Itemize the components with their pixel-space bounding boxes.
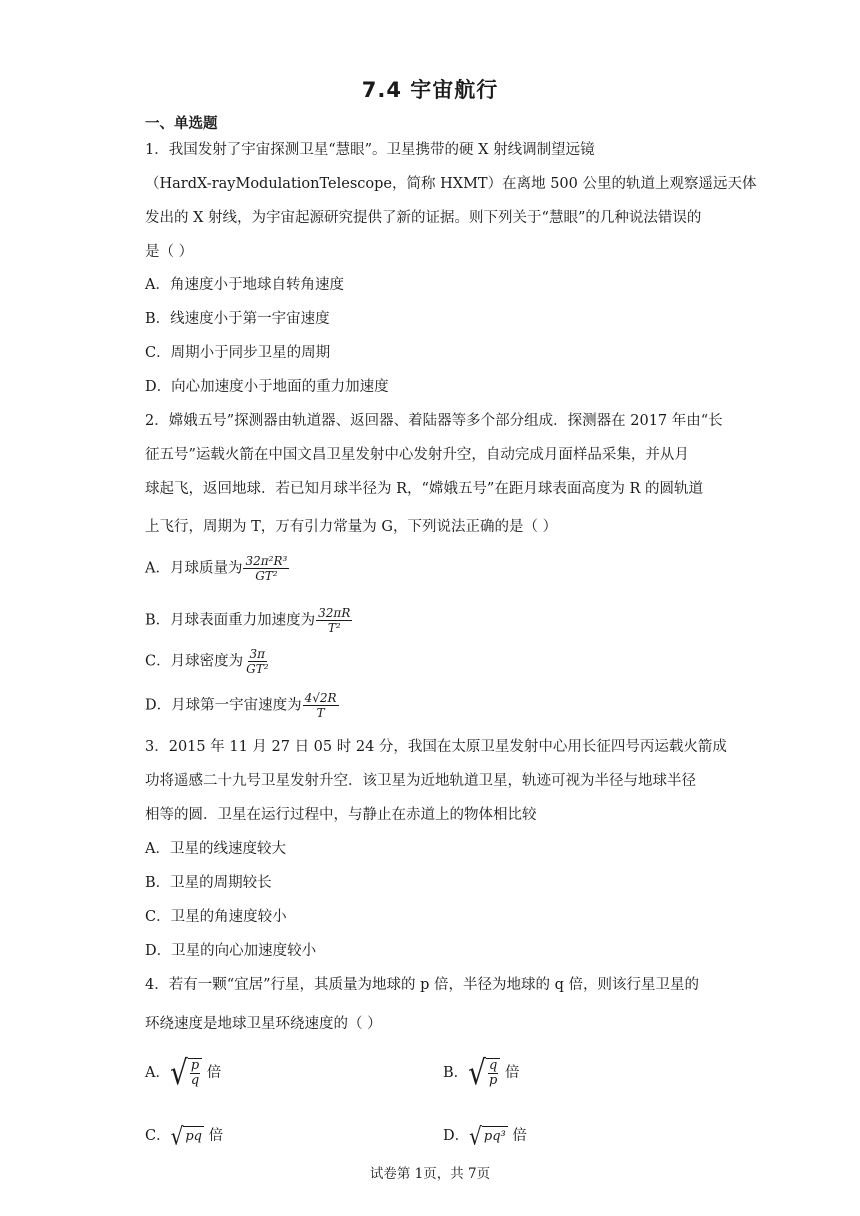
q4-option-d-suffix: 倍 — [512, 1128, 527, 1144]
q4-option-d — [443, 1122, 527, 1150]
q2-stem-line-2: 征五号”运载火箭在中国文昌卫星发射中心发射升空，自动完成月面样品采集，并从月 — [145, 447, 689, 463]
q2-option-d-numerator: 4√2R — [304, 691, 337, 705]
q4-option-c-radical — [171, 1122, 204, 1150]
q4-option-d-radical — [469, 1122, 508, 1150]
q2-option-b-text: B．月球表面重力加速度为 — [145, 612, 316, 629]
q4-option-d-expression: pq³ — [482, 1126, 508, 1147]
sqrt-icon: √ — [468, 1052, 486, 1093]
q2-option-d-fraction — [303, 691, 339, 720]
sqrt-icon: √ — [170, 1121, 184, 1151]
q4-option-b-label: B． — [443, 1065, 469, 1081]
q1-option-c: C．周期小于同步卫星的周期 — [145, 345, 331, 361]
q2-option-c-denominator: GT² — [246, 662, 269, 676]
q4-option-a-radical — [169, 1052, 202, 1093]
q2-option-b-fraction — [316, 606, 352, 635]
q4-option-c-label: C． — [145, 1128, 171, 1144]
q2-option-d — [145, 691, 339, 720]
q3-stem-line-1: 3．2015 年 11 月 27 日 05 时 24 分，我国在太原卫星发射中心用长征四号丙运载火箭成 — [145, 739, 727, 755]
q1-option-b: B．线速度小于第一宇宙速度 — [145, 311, 330, 327]
q1-option-d: D．向心加速度小于地面的重力加速度 — [145, 379, 389, 395]
q3-option-c: C．卫星的角速度较小 — [145, 909, 287, 925]
page-title: 7.4 宇宙航行 — [361, 78, 499, 102]
q2-option-b-numerator: 32πR — [318, 606, 351, 620]
q1-option-a: A．角速度小于地球自转角速度 — [145, 277, 344, 293]
q1-stem-line-1: 1．我国发射了宇宙探测卫星“慧眼”。卫星携带的硬 X 射线调制望远镜 — [145, 142, 595, 158]
q2-option-a-fraction — [243, 554, 289, 583]
q4-option-b-numerator: q — [489, 1058, 498, 1073]
sqrt-icon: √ — [169, 1052, 188, 1093]
q2-option-b-denominator: T² — [327, 621, 341, 635]
q1-stem-line-3: 发出的 X 射线，为宇宙起源研究提供了新的证据。则下列关于“慧眼”的几种说法错误的 — [145, 210, 702, 226]
q1-stem-line-4: 是（ ） — [145, 244, 194, 260]
q3-stem-line-3: 相等的圆．卫星在运行过程中，与静止在赤道上的物体相比较 — [145, 807, 537, 823]
q4-option-a-denominator: q — [190, 1073, 200, 1088]
q2-option-c-numerator: 3π — [249, 647, 266, 661]
q4-option-b — [443, 1052, 520, 1093]
section-heading: 一、单选题 — [145, 116, 218, 132]
q4-option-a-suffix: 倍 — [206, 1065, 222, 1081]
q3-option-a: A．卫星的线速度较大 — [145, 841, 286, 857]
q4-option-b-fraction — [486, 1058, 500, 1088]
q1-stem-line-2: （HardX-rayModulationTelescope，简称 HXMT）在离地 500 公里的轨道上观察遥远天体 — [145, 176, 757, 192]
q4-option-c-suffix: 倍 — [208, 1128, 224, 1144]
q2-option-a-denominator: GT² — [255, 569, 278, 583]
q4-option-d-label: D． — [443, 1128, 470, 1144]
q2-stem-line-4: 上飞行，周期为 T，万有引力常量为 G，下列说法正确的是（ ） — [145, 519, 558, 535]
q2-option-a-numerator: 32π²R³ — [245, 554, 288, 568]
q4-option-a — [145, 1052, 222, 1093]
q2-option-c-text: C．月球密度为 — [145, 653, 244, 670]
page-footer: 试卷第 1页，共 7页 — [369, 1166, 491, 1182]
q4-option-a-label: A． — [145, 1065, 170, 1081]
q2-option-c — [145, 647, 271, 676]
q2-option-a-text: A．月球质量为 — [145, 560, 243, 577]
q3-stem-line-2: 功将遥感二十九号卫星发射升空．该卫星为近地轨道卫星，轨迹可视为半径与地球半径 — [145, 773, 696, 789]
q4-option-c-expression: pq — [183, 1126, 204, 1147]
q3-option-b: B．卫星的周期较长 — [145, 875, 272, 891]
q3-option-d: D．卫星的向心加速度较小 — [145, 943, 317, 959]
q4-option-b-suffix: 倍 — [504, 1065, 520, 1081]
q2-stem-line-1: 2．嫦娥五号”探测器由轨道器、返回器、着陆器等多个部分组成．探测器在 2017 年由“长 — [145, 413, 723, 429]
q2-stem-line-3: 球起飞，返回地球．若已知月球半径为 R，“嫦娥五号”在距月球表面高度为 R 的圆轨道 — [145, 481, 703, 497]
q4-option-b-denominator: p — [489, 1073, 498, 1088]
q4-option-a-numerator: p — [190, 1058, 200, 1073]
q2-option-d-text: D．月球第一宇宙速度为 — [145, 697, 302, 714]
q2-option-b — [145, 606, 352, 635]
sqrt-icon: √ — [469, 1121, 482, 1151]
q4-option-a-fraction — [188, 1058, 202, 1088]
q4-option-c — [145, 1122, 223, 1150]
q2-option-a — [145, 554, 289, 583]
q2-option-c-fraction — [244, 647, 270, 676]
q4-stem-line-2: 环绕速度是地球卫星环绕速度的（ ） — [145, 1016, 382, 1032]
q4-stem-line-1: 4．若有一颗“宜居”行星，其质量为地球的 p 倍，半径为地球的 q 倍，则该行星卫星的 — [145, 977, 700, 993]
q4-option-b-radical — [468, 1052, 500, 1093]
q2-option-d-denominator: T — [316, 706, 325, 720]
